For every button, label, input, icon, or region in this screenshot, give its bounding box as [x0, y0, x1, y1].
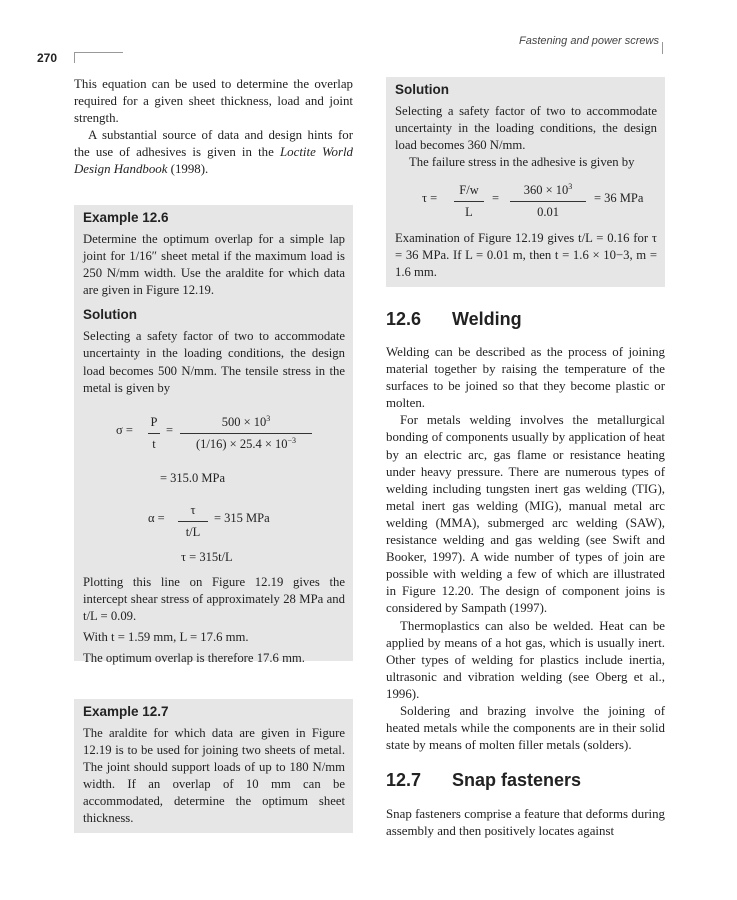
intro-text — [74, 76, 353, 179]
eq5-lhs: τ = — [422, 191, 438, 205]
header-rule-left — [74, 52, 123, 63]
example-12-6-text: Determine the optimum overlap for a simple lap joint for 1/16″ sheet metal if the maximum load is 250 N/mm width. Use the araldite for which data are given in Figure 12.19. — [83, 232, 345, 298]
eq3-lhs: α = — [148, 511, 165, 525]
example-12-6-after-3: The optimum overlap is therefore 17.6 mm. — [83, 651, 305, 666]
intro-paragraph-1: This equation can be used to determine the overlap required for a given sheet thickness, load and joint strength. — [74, 77, 353, 126]
eq3-rhs: = 315 MPa — [214, 511, 270, 525]
eq5-rhs: = 36 MPa — [594, 191, 644, 205]
eq5-frac2: $360 \times 10^3$ 0.01 — [510, 183, 586, 220]
example-12-6-solution-title: Solution — [83, 307, 137, 323]
example-12-6-solution-text: Selecting a safety factor of two to accommodate uncertainty in the loading conditions, the design load becomes 500 N/mm. The tensile stress in the metal is given by — [83, 329, 345, 395]
section-12-6-body — [386, 344, 665, 754]
solution-12-7-text-1: Selecting a safety factor of two to accommodate uncertainty in the loading conditions, the design load becomes 360 N/mm. — [395, 104, 657, 153]
solution-12-7-text-3: Examination of Figure 12.19 gives t/L = 0.16 for τ = 36 MPa. If L = 0.01 m, then t = 1.6 × 10−3, m = 1.6 mm. — [395, 231, 657, 280]
eq1-lhs: σ = — [116, 423, 133, 437]
intro-paragraph-2: A substantial source of data and design hints for the use of adhesives is given in the Loctite World Design Handbook (1998). — [74, 128, 353, 177]
eq1-frac1: P t — [148, 415, 160, 452]
example-12-6-title: Example 12.6 — [83, 210, 169, 225]
running-title: Fastening and power screws — [518, 35, 659, 47]
eq1-frac2: $500 \times 10^3$ $(1/16) \times 25.4 \times 10^{-3}$ — [180, 415, 312, 452]
equation-tau: τ = 315t/L — [181, 550, 233, 564]
page-number: 270 — [37, 51, 58, 65]
example-12-6-box — [74, 205, 353, 666]
section-12-7-body — [386, 806, 665, 840]
solution-12-7-box — [386, 77, 665, 287]
section-12-6-heading: 12.6 Welding — [386, 309, 522, 329]
example-12-7-title: Example 12.7 — [83, 704, 169, 719]
eq5-equals: = — [492, 191, 500, 205]
book-title: Loctite World Design Handbook — [74, 145, 353, 177]
eq3-frac: τ t/L — [178, 503, 208, 540]
welding-paragraph-4: Soldering and brazing involve the joining of heated metals while the components are in their solid state by means of molten filler metals (solders). — [386, 703, 665, 753]
welding-paragraph-1: Welding can be described as the process of joining material together by raising the temperature of the surfaces to be joined so that they become plastic or molten. — [386, 345, 665, 411]
example-12-7-text: The araldite for which data are given in Figure 12.19 is to be used for joining two sheets of metal. The joint should support loads of up to 180 N/mm width. If an overlap of 10 mm can be accommodated, determine the optimum sheet thickness. — [83, 726, 345, 826]
welding-paragraph-3: Thermoplastics can also be welded. Heat can be applied by means of a hot gas, which is usually inert. Other types of welding for plastics include inertia, ultrasonic and vibration welding (see Oberg et al., 1996). — [386, 618, 665, 701]
snap-paragraph-1: Snap fasteners comprise a feature that deforms during assembly and then positively locates against — [386, 807, 665, 839]
example-12-7-box — [74, 699, 353, 833]
section-12-7-heading: 12.7 Snap fasteners — [386, 770, 582, 790]
eq1-equals: = — [166, 423, 174, 437]
example-12-6-after-1: Plotting this line on Figure 12.19 gives the intercept shear stress of approximately 28 MPa and t/L = 0.09. — [83, 575, 345, 624]
example-12-6-after-2: With t = 1.59 mm, L = 17.6 mm. — [83, 630, 249, 645]
header-rule-right — [662, 42, 663, 54]
solution-12-7-title: Solution — [395, 82, 449, 97]
solution-12-7-text-2: The failure stress in the adhesive is given by — [409, 155, 635, 170]
welding-paragraph-2: For metals welding involves the metallurgical bonding of components usually by application of heat by an electric arc, gas flame or resistance heating under heavy pressure. There are numerous types of welding including tungsten inert gas welding (TIG), metal inert gas welding (MIG), manual metal arc welding (MMA), submerged arc welding (SAW), resistance welding and gas welding (see Swift and Booker, 1997). A wide number of types of join are possible with welding a few of which are illustrated in Figure 12.20. The design of component joins is considered by Sampath (1997). — [386, 413, 665, 616]
eq5-frac1: F/w L — [454, 183, 484, 220]
equation-result-315: = 315.0 MPa — [160, 471, 226, 485]
